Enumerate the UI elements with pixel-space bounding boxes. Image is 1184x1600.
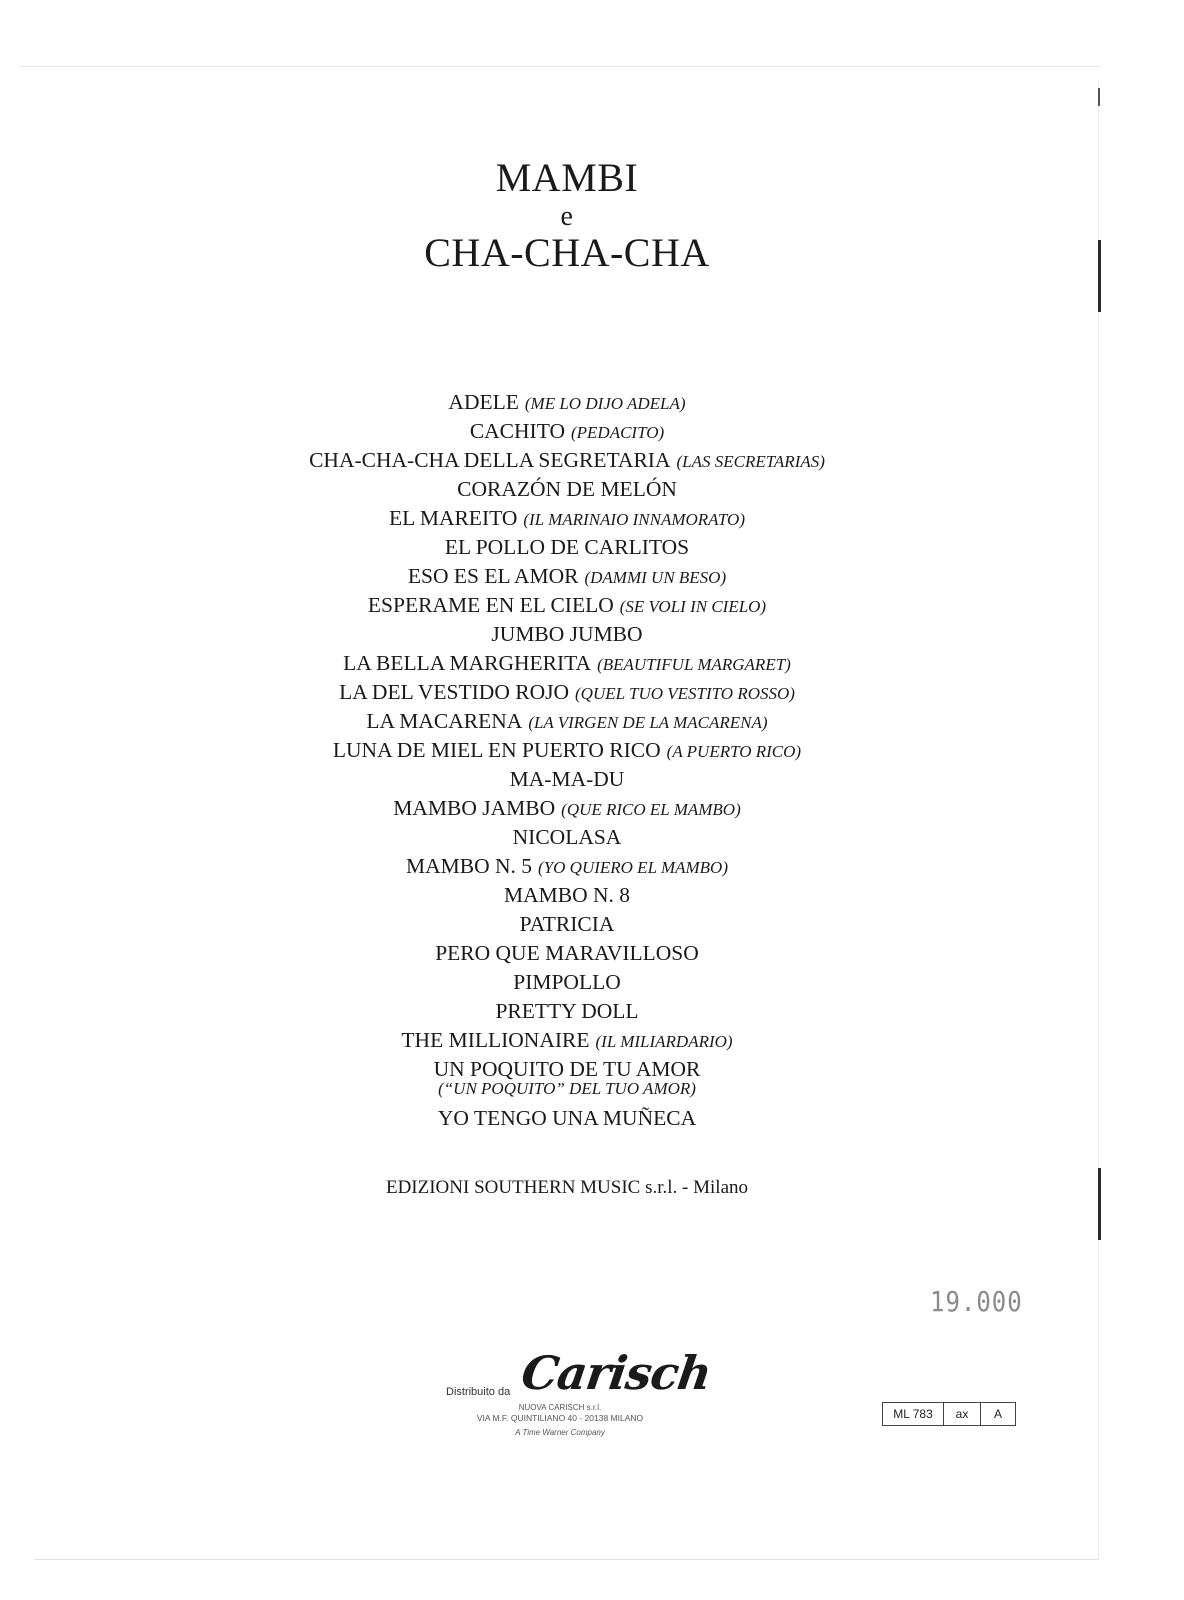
song-title: LA BELLA MARGHERITA [343,651,592,675]
title-line-2: e [560,201,574,232]
song-title: MA-MA-DU [509,767,625,791]
song-item [0,823,1134,852]
song-item [0,678,1134,707]
song-list [0,388,1134,1133]
song-title: LA MACARENA [366,709,523,733]
song-item [0,707,1134,736]
song-item [0,1026,1134,1055]
catalog-code-box [882,1402,1016,1426]
song-title: THE MILLIONAIRE [401,1028,590,1052]
song-alt-title: (A PUERTO RICO) [666,742,802,761]
song-alt-title: (DAMMI UN BESO) [584,568,727,587]
song-alt-title: (LAS SECRETARIAS) [676,452,825,471]
song-title: ESO ES EL AMOR [407,564,579,588]
song-item [0,939,1134,968]
song-alt-title: (YO QUIERO EL MAMBO) [538,858,728,877]
song-alt-title: (QUEL TUO VESTITO ROSSO) [575,684,795,703]
page-edge-top [20,66,1100,67]
song-title: PRETTY DOLL [495,999,639,1023]
song-title: NICOLASA [512,825,622,849]
song-title: PATRICIA [519,912,615,936]
song-title: ESPERAME EN EL CIELO [367,593,614,617]
song-item [0,533,1134,562]
song-title: MAMBO JAMBO [393,796,556,820]
song-alt-title: (BEAUTIFUL MARGARET) [597,655,791,674]
song-title: PERO QUE MARAVILLOSO [435,941,699,965]
song-title: PIMPOLLO [513,970,621,994]
song-title: MAMBO N. 8 [503,883,631,907]
song-title: YO TENGO UNA MUÑECA [437,1106,697,1130]
song-alt-title: (“UN POQUITO” DEL TUO AMOR) [438,1079,696,1098]
song-item [0,881,1134,910]
song-item [0,620,1134,649]
song-item [0,649,1134,678]
song-title: CHA-CHA-CHA DELLA SEGRETARIA [309,448,671,472]
song-item [0,1104,1134,1133]
publisher: EDIZIONI SOUTHERN MUSIC s.r.l. - Milano [385,1177,749,1198]
title-line-3: CHA-CHA-CHA [424,230,710,275]
song-item [0,475,1134,504]
distributor-name: NUOVA CARISCH s.r.l. [518,1403,602,1412]
song-item [0,968,1134,997]
song-item [0,446,1134,475]
song-item [0,910,1134,939]
song-alt-title: (IL MARINAIO INNAMORATO) [523,510,745,529]
song-item [0,417,1134,446]
page-edge-bottom [34,1559,1098,1560]
song-item [0,504,1134,533]
catalog-suffix: ax [943,1403,980,1425]
binding-mark [1098,88,1100,106]
song-alt-title: (SE VOLI IN CIELO) [619,597,767,616]
song-title: MAMBO N. 5 [406,854,533,878]
song-title: UN POQUITO DE TU AMOR [433,1057,701,1081]
song-alt-title: (PEDACITO) [570,423,665,442]
song-title: LUNA DE MIEL EN PUERTO RICO [332,738,661,762]
distributor-address: VIA M.F. QUINTILIANO 40 - 20138 MILANO [476,1413,644,1423]
song-item [0,794,1134,823]
title-line-1: MAMBI [495,155,639,200]
song-item [0,852,1134,881]
song-alt-title: (ME LO DIJO ADELA) [524,394,686,413]
song-alt-title: (IL MILIARDARIO) [595,1032,733,1051]
catalog-grade: A [980,1403,1015,1425]
carisch-logo: Carisch [518,1346,715,1400]
song-title: EL POLLO DE CARLITOS [444,535,690,559]
song-item [0,388,1134,417]
song-title: CACHITO [469,419,565,443]
distributor-label: Distribuito da [446,1386,511,1398]
song-item [0,591,1134,620]
price-stamp: 19.000 [930,1285,1023,1319]
song-alt-title: (QUE RICO EL MAMBO) [561,800,741,819]
song-title: ADELE [448,390,519,414]
distributor-company: A Time Warner Company [515,1428,605,1437]
song-item [0,736,1134,765]
song-item [0,1055,1134,1104]
song-title: LA DEL VESTIDO ROJO [339,680,569,704]
song-alt-title: (LA VIRGEN DE LA MACARENA) [528,713,768,732]
song-item [0,765,1134,794]
song-title: EL MAREITO [388,506,518,530]
catalog-code: ML 783 [893,1407,933,1421]
song-item [0,997,1134,1026]
song-item [0,562,1134,591]
song-title: CORAZÓN DE MELÓN [457,477,677,501]
song-title: JUMBO JUMBO [491,622,643,646]
